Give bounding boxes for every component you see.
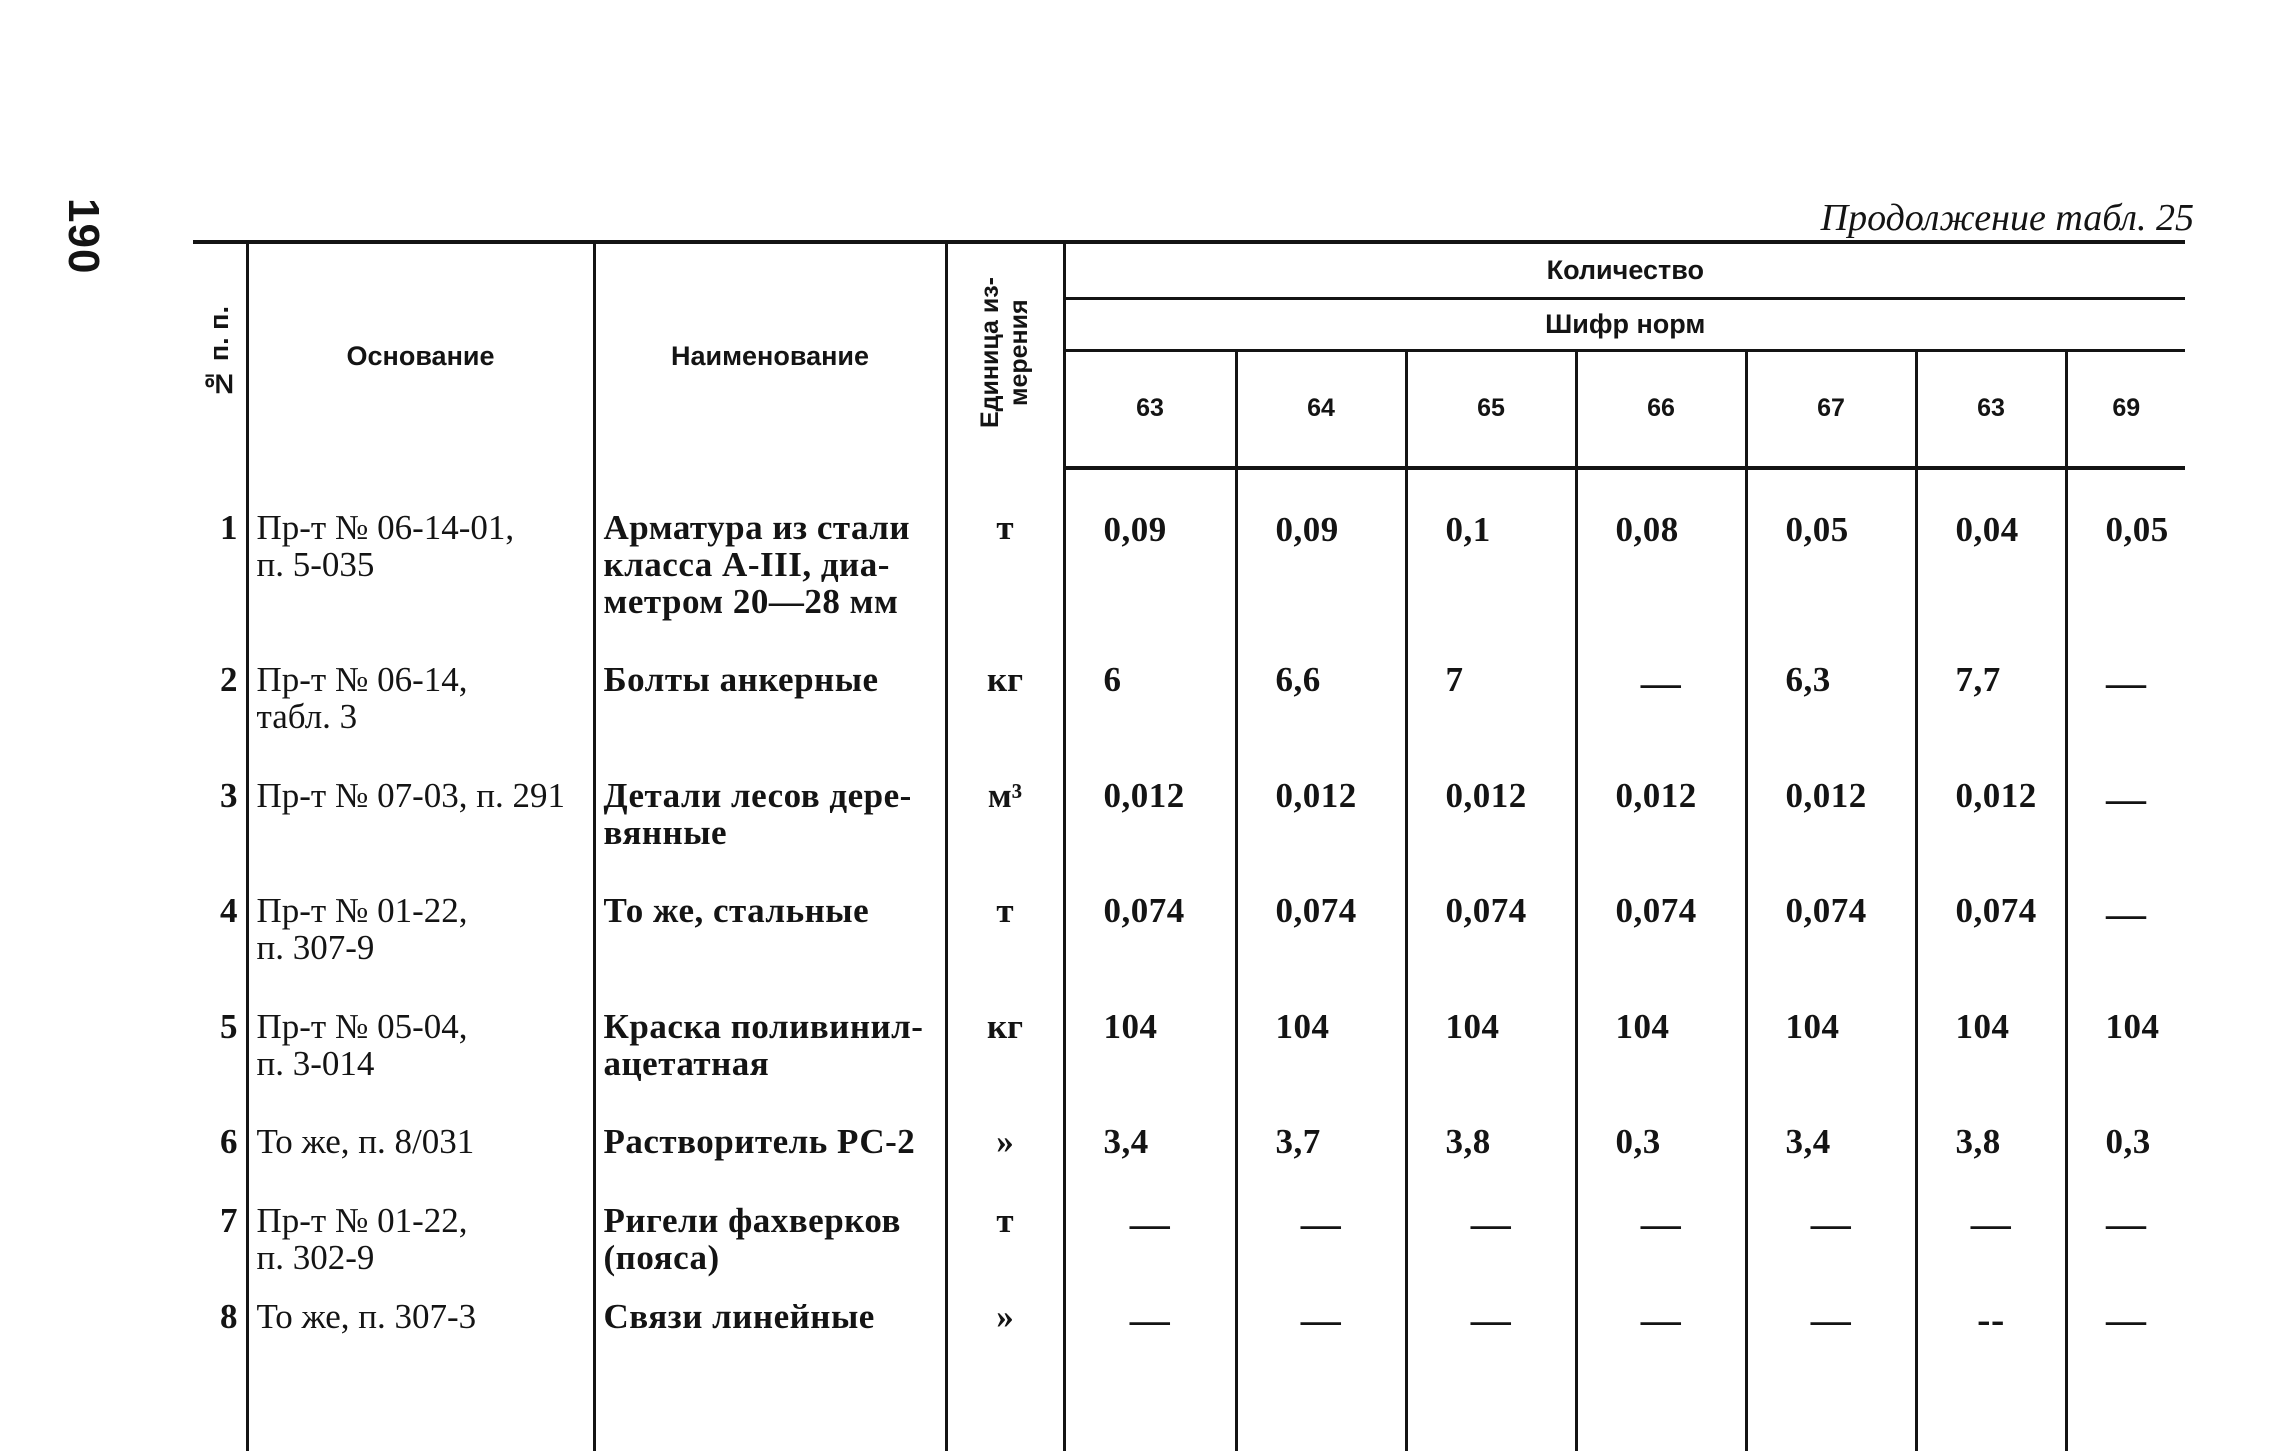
row-quantity: [2066, 736, 2185, 852]
row-name-text: Болты анкерные: [603, 660, 879, 700]
row-index: [193, 1277, 247, 1351]
row-quantity: [1064, 620, 1236, 736]
row-index: [193, 736, 247, 852]
row-quantity-text: 7: [1445, 660, 1464, 700]
row-quantity-text: 104: [1615, 1006, 1670, 1046]
row-quantity: [1746, 1161, 1916, 1277]
row-quantity: [1916, 851, 2066, 967]
row-quantity-text: 104: [1785, 1006, 1840, 1046]
row-index: [193, 620, 247, 736]
row-quantity: [1916, 967, 2066, 1083]
row-index-text: 3: [220, 775, 238, 815]
row-quantity: [2066, 967, 2185, 1083]
row-index: [193, 851, 247, 967]
row-unit: [946, 1277, 1064, 1351]
row-quantity: [1064, 736, 1236, 852]
filler-cell: [2066, 1351, 2185, 1451]
row-basis-text: То же, п. 8/031: [256, 1122, 475, 1162]
row-basis: [247, 1161, 594, 1277]
row-quantity-text: —: [1640, 660, 1682, 706]
row-index: [193, 1082, 247, 1161]
row-basis: [247, 620, 594, 736]
row-quantity: [1406, 967, 1576, 1083]
row-quantity: [1916, 1082, 2066, 1161]
row-index: [193, 468, 247, 620]
row-basis: [247, 1277, 594, 1351]
table-row: [193, 1277, 2185, 1351]
row-quantity: [1406, 736, 1576, 852]
norms-table: [193, 240, 2185, 1451]
row-unit: [946, 736, 1064, 852]
row-quantity: [1236, 1082, 1406, 1161]
row-quantity-text: —: [1470, 1201, 1512, 1246]
row-quantity: [1746, 468, 1916, 620]
filler-cell: [1576, 1351, 1746, 1451]
row-quantity: [1406, 620, 1576, 736]
row-quantity: [1576, 620, 1746, 736]
row-quantity-text: 0,074: [1445, 891, 1527, 931]
row-quantity: [1064, 851, 1236, 967]
row-index-text: 6: [220, 1122, 238, 1162]
filler-cell: [1236, 1351, 1406, 1451]
filler-cell: [247, 1351, 594, 1451]
row-quantity: [1576, 1277, 1746, 1351]
row-quantity-text: 0,074: [1103, 891, 1185, 931]
row-quantity-text: —: [1300, 1296, 1342, 1342]
row-quantity-text: —: [1640, 1296, 1682, 1342]
row-quantity-text: 0,012: [1103, 775, 1185, 815]
header-quantity: Количество: [1064, 242, 2185, 298]
row-basis-text: Пр-т № 06-14, табл. 3: [256, 660, 468, 736]
row-name: [594, 736, 946, 852]
row-quantity-text: 3,8: [1955, 1122, 2001, 1162]
header-code: 63: [1064, 350, 1236, 468]
row-quantity-text: —: [2106, 660, 2147, 706]
header-code: 64: [1236, 350, 1406, 468]
row-quantity-text: 0,074: [1955, 891, 2037, 931]
row-quantity: [1406, 851, 1576, 967]
row-quantity: [1236, 468, 1406, 620]
header-norm-code: Шифр норм: [1064, 298, 2185, 350]
row-quantity-text: 0,012: [1275, 775, 1357, 815]
row-quantity: [1916, 1161, 2066, 1277]
row-quantity-text: 104: [2105, 1006, 2160, 1046]
row-unit-text: т: [996, 1201, 1014, 1240]
row-quantity: [1236, 620, 1406, 736]
row-quantity-text: —: [1640, 1201, 1682, 1246]
row-quantity-text: —: [1810, 1296, 1852, 1342]
row-quantity-text: —: [2106, 775, 2147, 821]
row-unit-text: »: [996, 1122, 1014, 1162]
row-quantity: [1746, 967, 1916, 1083]
row-quantity-text: 6: [1103, 660, 1122, 700]
row-quantity-text: 3,7: [1275, 1122, 1321, 1162]
row-name: [594, 1082, 946, 1161]
table-row: [193, 620, 2185, 736]
row-quantity: [1406, 1082, 1576, 1161]
row-quantity-text: --: [1977, 1296, 2005, 1342]
filler-cell: [1406, 1351, 1576, 1451]
row-quantity: [1576, 736, 1746, 852]
row-quantity-text: —: [2106, 1296, 2147, 1342]
row-quantity-text: —: [1470, 1296, 1512, 1342]
row-name: [594, 468, 946, 620]
row-basis-text: Пр-т № 07-03, п. 291: [256, 775, 566, 815]
row-quantity-text: 104: [1103, 1006, 1158, 1046]
row-quantity-text: 6,6: [1275, 660, 1321, 700]
row-quantity: [1576, 1082, 1746, 1161]
row-quantity-text: —: [1970, 1201, 2012, 1246]
row-name: [594, 851, 946, 967]
row-name: [594, 620, 946, 736]
row-name-text: Детали лесов дере- вянные: [603, 775, 912, 852]
row-quantity-text: 0,05: [2105, 510, 2169, 549]
row-quantity-text: 104: [1445, 1006, 1500, 1046]
row-quantity: [1746, 1082, 1916, 1161]
header-code: 67: [1746, 350, 1916, 468]
row-name-text: Ригели фахверков (пояса): [603, 1201, 901, 1277]
row-quantity-text: 3,4: [1103, 1122, 1149, 1162]
row-quantity-text: 0,074: [1615, 891, 1697, 931]
row-quantity-text: —: [1810, 1201, 1852, 1246]
header-name: Наименование: [594, 242, 946, 468]
row-quantity: [1064, 1277, 1236, 1351]
row-unit: [946, 468, 1064, 620]
row-quantity: [2066, 1277, 2185, 1351]
row-quantity-text: 0,04: [1955, 510, 2019, 549]
row-quantity-text: —: [2106, 891, 2147, 937]
row-index: [193, 1161, 247, 1277]
row-quantity: [1576, 851, 1746, 967]
row-quantity: [1916, 1277, 2066, 1351]
row-quantity: [1576, 967, 1746, 1083]
row-quantity-text: 7,7: [1955, 660, 2001, 700]
table-row: [193, 468, 2185, 620]
row-index-text: 8: [220, 1296, 238, 1336]
row-basis-text: Пр-т № 01-22, п. 302-9: [256, 1201, 468, 1277]
row-name-text: Краска поливинил- ацетатная: [603, 1006, 924, 1083]
row-quantity: [1064, 967, 1236, 1083]
row-index-text: 1: [220, 508, 238, 547]
row-quantity-text: —: [1129, 1296, 1171, 1342]
filler-cell: [1746, 1351, 1916, 1451]
header-unit-line1: Единица из-: [976, 276, 1005, 429]
row-unit: [946, 1082, 1064, 1161]
row-quantity: [1576, 1161, 1746, 1277]
header-code: 69: [2066, 350, 2185, 468]
header-unit-label: [976, 277, 1034, 428]
row-unit: [946, 1161, 1064, 1277]
header-code: 66: [1576, 350, 1746, 468]
row-quantity: [1406, 1161, 1576, 1277]
table-body: [193, 468, 2185, 1451]
row-index: [193, 967, 247, 1083]
filler-cell: [946, 1351, 1064, 1451]
row-quantity: [2066, 468, 2185, 620]
row-unit-text: м³: [987, 775, 1023, 815]
row-index-text: 7: [220, 1201, 238, 1240]
row-basis-text: Пр-т № 01-22, п. 307-9: [256, 891, 468, 967]
row-quantity: [1746, 620, 1916, 736]
header-basis: Основание: [247, 242, 594, 468]
row-quantity-text: —: [1300, 1201, 1342, 1246]
row-name-text: Арматура из стали класса А-III, диа- метром 20—28 мм: [603, 508, 911, 621]
row-quantity: [1236, 1277, 1406, 1351]
row-quantity: [2066, 1161, 2185, 1277]
row-basis-text: То же, п. 307-3: [256, 1296, 477, 1336]
row-quantity: [1236, 851, 1406, 967]
filler-cell: [1916, 1351, 2066, 1451]
row-basis: [247, 851, 594, 967]
filler-cell: [1064, 1351, 1236, 1451]
row-quantity-text: 0,012: [1445, 775, 1527, 815]
row-quantity-text: —: [1129, 1201, 1171, 1246]
row-unit: [946, 851, 1064, 967]
header-index: [193, 242, 247, 468]
row-unit-text: »: [996, 1296, 1014, 1336]
row-index-text: 2: [220, 660, 238, 700]
filler-cell: [193, 1351, 247, 1451]
row-name-text: То же, стальные: [603, 891, 870, 931]
row-quantity-text: 104: [1275, 1006, 1330, 1046]
row-quantity: [1236, 1161, 1406, 1277]
row-quantity-text: 0,3: [2105, 1122, 2151, 1162]
row-name: [594, 967, 946, 1083]
row-quantity-text: 3,8: [1445, 1122, 1491, 1162]
row-unit: [946, 967, 1064, 1083]
row-name: [594, 1161, 946, 1277]
row-quantity: [1746, 851, 1916, 967]
row-quantity-text: —: [2106, 1201, 2147, 1246]
header-unit: [946, 242, 1064, 468]
row-quantity-text: 0,074: [1785, 891, 1867, 931]
header-code: 65: [1406, 350, 1576, 468]
row-unit-text: кг: [986, 660, 1024, 700]
row-name-text: Связи линейные: [603, 1296, 875, 1336]
row-quantity: [1916, 736, 2066, 852]
row-name: [594, 1277, 946, 1351]
row-basis: [247, 1082, 594, 1161]
row-quantity: [1064, 468, 1236, 620]
row-basis: [247, 967, 594, 1083]
row-quantity: [2066, 851, 2185, 967]
row-quantity: [1746, 736, 1916, 852]
row-quantity: [1406, 468, 1576, 620]
row-basis: [247, 468, 594, 620]
row-quantity: [1916, 468, 2066, 620]
row-quantity: [2066, 620, 2185, 736]
page-number: 190: [59, 198, 108, 275]
row-unit-text: т: [996, 891, 1014, 931]
row-quantity-text: 3,4: [1785, 1122, 1831, 1162]
table-filler-row: [193, 1351, 2185, 1451]
row-quantity-text: 0,012: [1615, 775, 1697, 815]
row-quantity: [2066, 1082, 2185, 1161]
row-quantity-text: 0,012: [1955, 775, 2037, 815]
row-quantity: [1406, 1277, 1576, 1351]
row-quantity: [1064, 1161, 1236, 1277]
row-quantity-text: 0,1: [1445, 510, 1491, 549]
row-basis-text: Пр-т № 05-04, п. 3-014: [256, 1006, 468, 1083]
row-quantity-text: 104: [1955, 1006, 2010, 1046]
row-unit: [946, 620, 1064, 736]
header-code: 63: [1916, 350, 2066, 468]
row-quantity: [1576, 468, 1746, 620]
row-quantity: [1916, 620, 2066, 736]
table-row: [193, 851, 2185, 967]
row-quantity: [1236, 967, 1406, 1083]
row-quantity: [1236, 736, 1406, 852]
row-quantity-text: 0,05: [1785, 510, 1849, 549]
table-row: [193, 967, 2185, 1083]
row-quantity-text: 0,09: [1275, 510, 1339, 549]
header-index-label: № п. п.: [203, 306, 234, 399]
row-basis: [247, 736, 594, 852]
row-quantity-text: 0,08: [1615, 510, 1679, 549]
table-row: [193, 1161, 2185, 1277]
row-unit-text: кг: [986, 1006, 1024, 1046]
header-unit-line2: мерения: [1005, 299, 1033, 406]
row-quantity-text: 0,09: [1103, 510, 1167, 549]
row-quantity-text: 0,012: [1785, 775, 1867, 815]
row-index-text: 4: [220, 891, 238, 931]
row-quantity-text: 0,074: [1275, 891, 1357, 931]
row-name-text: Растворитель РС-2: [603, 1122, 916, 1162]
row-quantity: [1746, 1277, 1916, 1351]
row-quantity-text: 6,3: [1785, 660, 1831, 700]
filler-cell: [594, 1351, 946, 1451]
row-basis-text: Пр-т № 06-14-01, п. 5-035: [256, 508, 515, 584]
row-unit-text: т: [996, 508, 1014, 547]
row-index-text: 5: [220, 1006, 238, 1046]
table-row: [193, 1082, 2185, 1161]
row-quantity-text: 0,3: [1615, 1122, 1661, 1162]
table-row: [193, 736, 2185, 852]
table-caption: Продолжение табл. 25: [1820, 197, 2194, 239]
row-quantity: [1064, 1082, 1236, 1161]
